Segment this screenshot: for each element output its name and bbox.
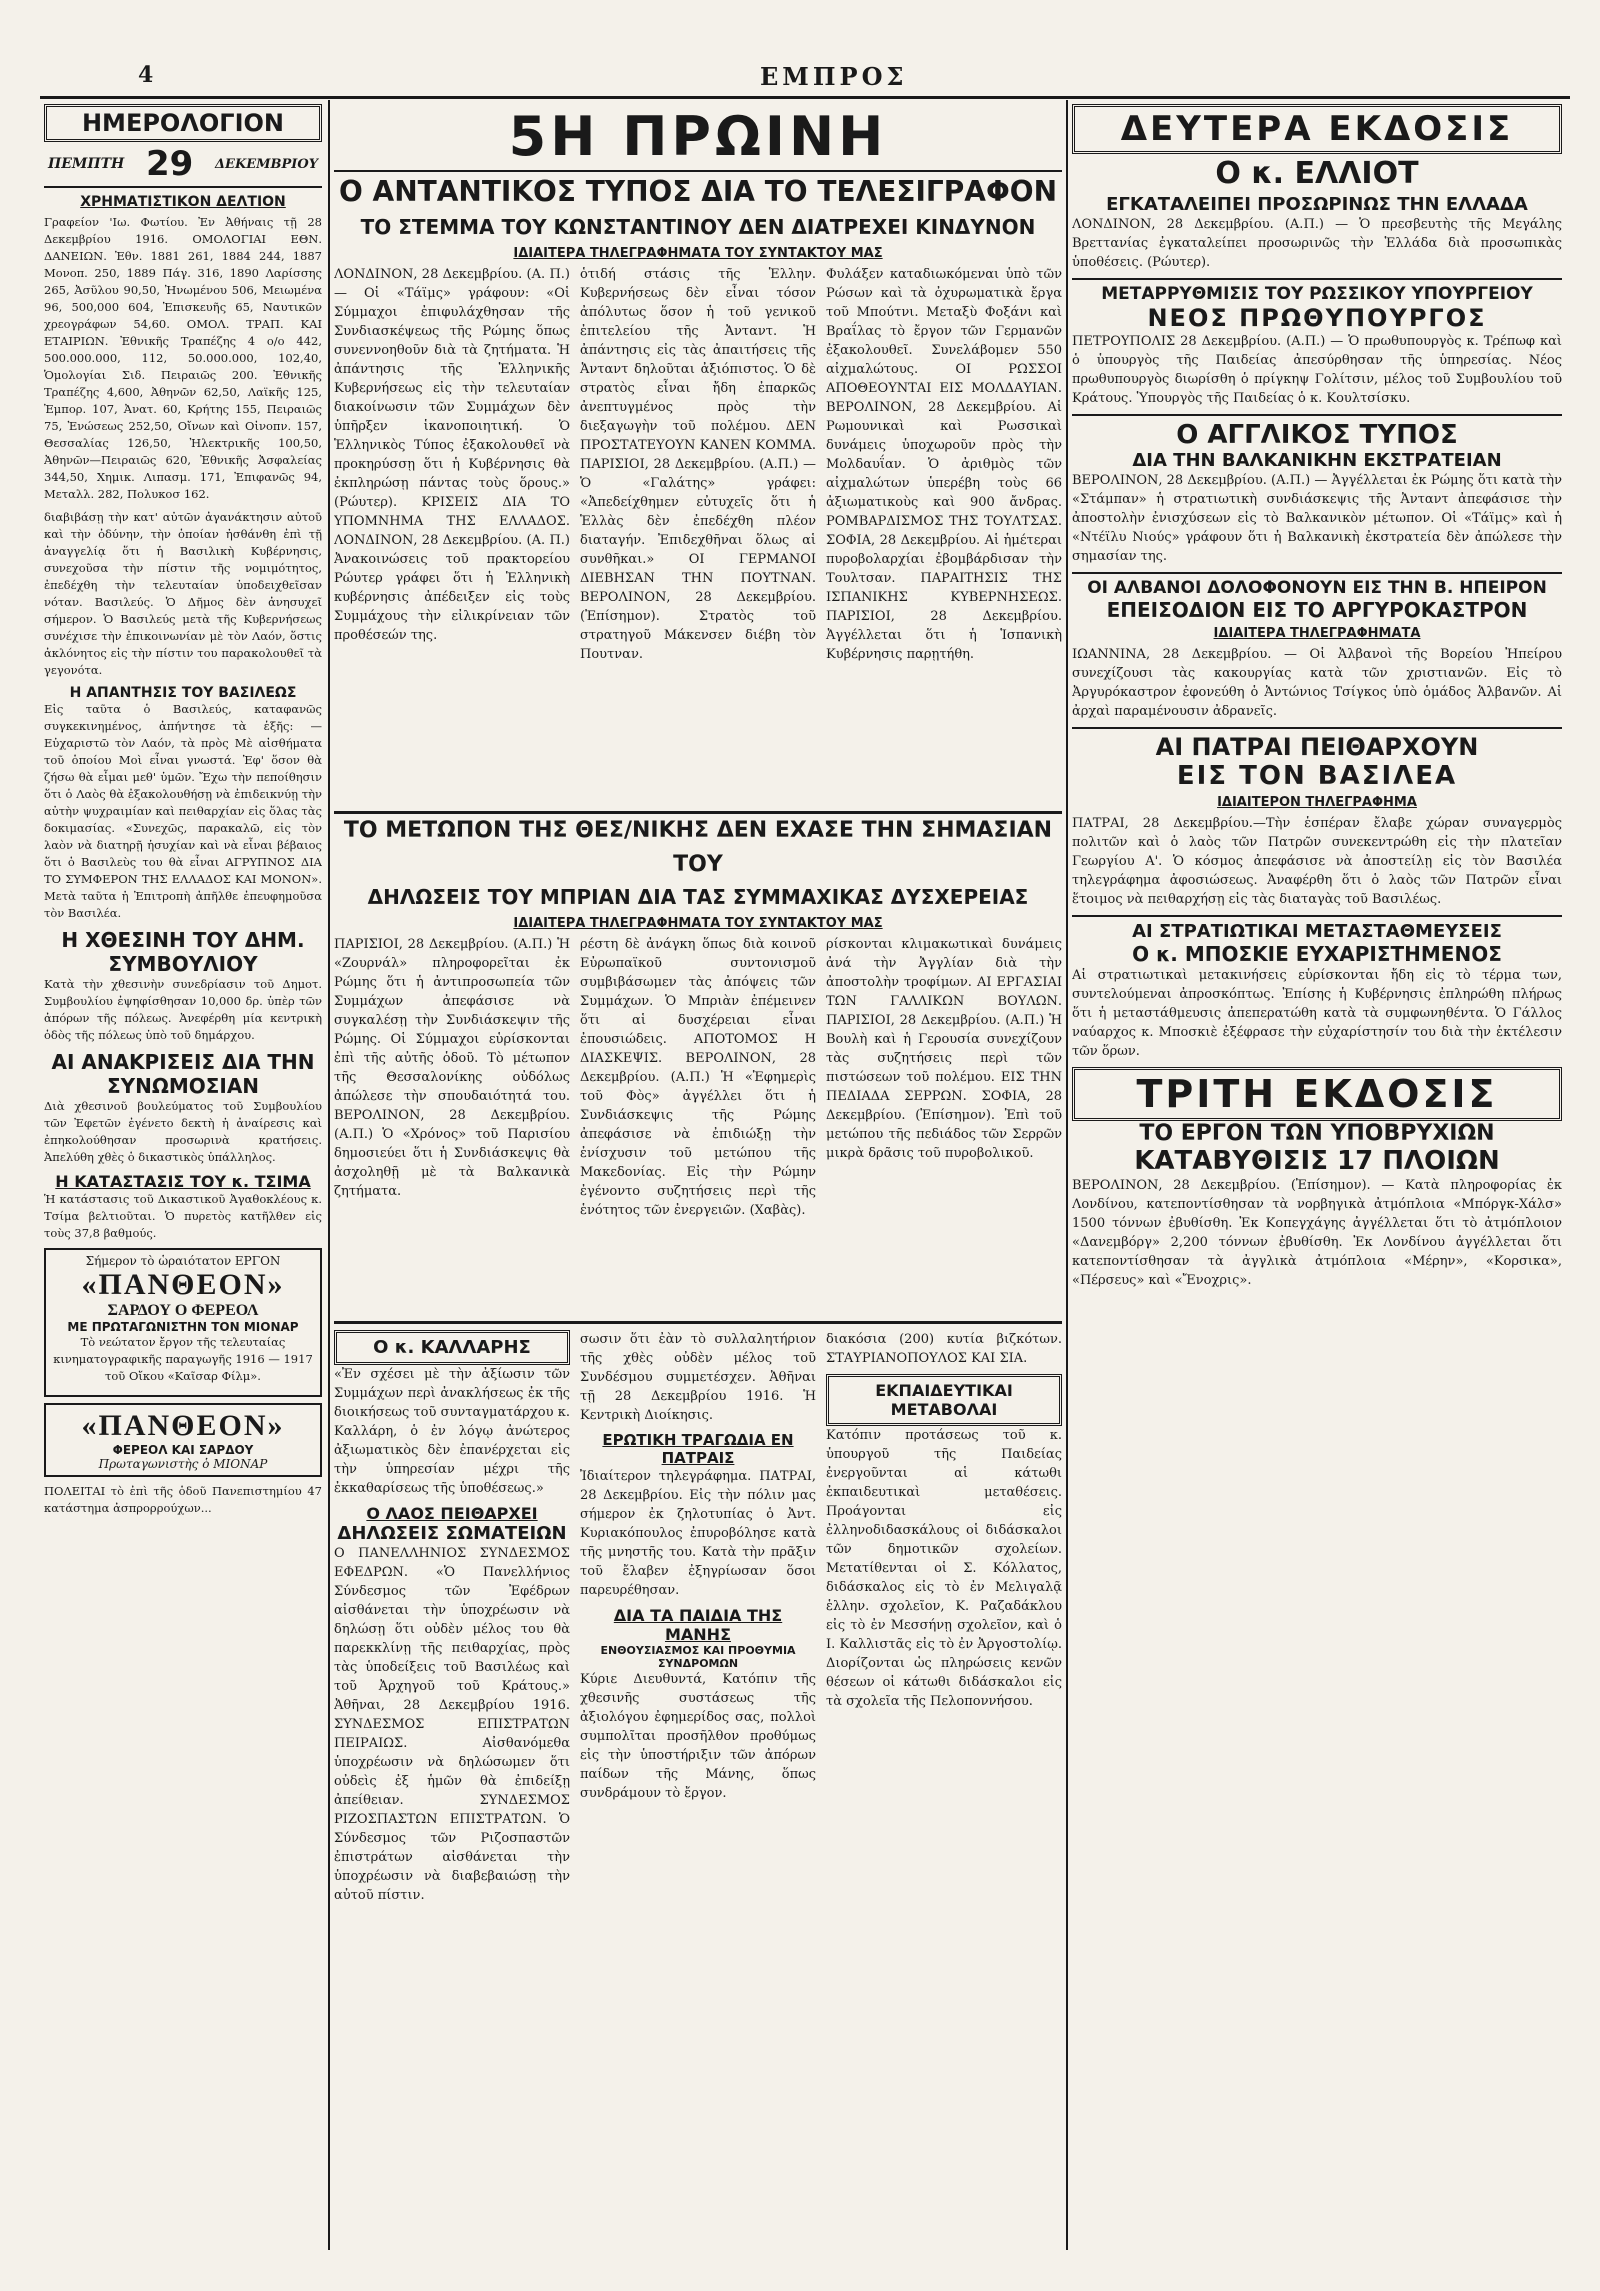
investigations-text: Διὰ χθεσινοῦ βουλεύματος τοῦ Συμβουλίου τῶν Ἐφετῶν ἐγένετο δεκτὴ ἡ ἀναίρεσις καὶ ἐπηκολούθησαν προσωρινὰ κρατήσεις. Ἀπελύθη χθὲς ὁ δικαστικὸς ὑπάλληλος. [44, 1099, 322, 1164]
elliot-headline: Ο κ. ΕΛΛΙΟΤ [1215, 156, 1419, 191]
top-col-3: Φυλάξεν καταδιωκόμεναι ὑπὸ τῶν Ρώσων καὶ τὰ ὀχυρωματικὰ ἔργα τοῦ Μπούτνι. Μεταξὺ Φοξάνι καὶ Βραΐλας τὸ ἔργον τῶν Γερμανῶν ἐξακολουθεῖ. Συνελάβομεν 550 αἰχμαλώτους. ΟΙ ΡΩΣΣΟΙ ΑΠΟΘΕΟΥΝΤΑΙ ΕΙΣ ΜΟΛΔΑΥΙΑΝ. ΒΕΡΟΛΙΝΟΝ, 28 Δεκεμβρίου. Αἱ Ρωμουνικαὶ καὶ Ρωσσικαὶ δυνάμεις ὑποχωροῦν πρὸς τὴν Μολδαυΐαν. Ὁ ἀριθμὸς τῶν αἰχμαλώτων ὑπερέβη τοὺς 66 ἀξιωματικοὺς καὶ 900 ἄνδρας. ΡΟΜΒΑΡΔΙΣΜΟΣ ΤΗΣ ΤΟΥΛΤΣΑΣ. ΣΟΦΙΑ, 28 Δεκεμβρίου. Αἱ ἡμέτεραι πυροβολαρχίαι ἐβομβάρδισαν τὴν Τουλτσαν. ΠΑΡΑΙΤΗΣΙΣ ΤΗΣ ΙΣΠΑΝΙΚΗΣ ΚΥΒΕΡΝΗΣΕΩΣ. ΠΑΡΙΣΙΟΙ, 28 Δεκεμβρίου. Ἀγγέλλεται ὅτι ἡ Ἱσπανικὴ Κυβέρνησις παρῃτήθη. [826, 267, 1062, 662]
lower-col-2-text: σωσιν ὅτι ἐὰν τὸ συλλαλητήριον τῆς χθὲς οὐδὲν μέλος τοῦ Συνδέσμου συμμετέσχεν. Ἀθῆναι τῇ 28 Δεκεμβρίου 1916. Ἡ Κεντρικὴ Διοίκησις. [580, 1332, 816, 1423]
associations-subtitle: ΔΗΛΩΣΕΙΣ ΣΩΜΑΤΕΙΩΝ [337, 1523, 567, 1544]
ad-1-line: ΣΑΡΔΟΥ Ο ΦΕΡΕΟΛ [107, 1302, 259, 1319]
main-headline: Ο ΑΝΤΑΝΤΙΚΟΣ ΤΥΠΟΣ ΔΙΑ ΤΟ ΤΕΛΕΣΙΓΡΑΦΟΝ [334, 170, 1062, 212]
front-col-2: ρέστη δὲ ἀνάγκη ὅπως διὰ κοινοῦ Εὐρωπαϊκοῦ συντονισμοῦ συμβιβάσωμεν τὰς ἀπόψεις τῶν Συμμάχων. Ὁ Μπριὰν ἐπέμεινεν ὅτι αἱ δυσχέρειαι εἶναι ἐπουσιώδεις. ΑΠΟΤΟΜΟΣ Η ΔΙΑΣΚΕΨΙΣ. ΒΕΡΟΛΙΝΟΝ, 28 Δεκεμβρίου. (Α.Π.) Ἡ «Ἐφημερὶς τοῦ Φὸς» ἀγγέλλει ὅτι ἡ Συνδιάσκεψις τῆς Ρώμης ἀπεφάσισε νὰ ἐπιδιώξῃ τὴν ἐνίσχυσιν τοῦ μετώπου τῆς Μακεδονίας. Εἰς τὴν Ρώμην ἐγένοντο συζητήσεις περὶ τῆς ἑνότητος τῶν ἐνεργειῶν. (Χαβὰς). [580, 937, 816, 1218]
classified-text: ΠΟΛΕΙΤΑΙ τὸ ἐπὶ τῆς ὁδοῦ Πανεπιστημίου 47 κατάστημα ἀσπρορρούχων... [44, 1484, 322, 1515]
calendar-date [44, 142, 322, 188]
patras-label: ΙΔΙΑΙΤΕΡΟΝ ΤΗΛΕΓΡΑΦΗΜΑ [1217, 795, 1417, 810]
lower-col-3 [826, 1330, 1062, 2240]
main-dispatch-label: ΙΔΙΑΙΤΕΡΑ ΤΗΛΕΓΡΑΦΗΜΑΤΑ ΤΟΥ ΣΥΝΤΑΚΤΟΥ ΜΑΣ [513, 246, 883, 261]
second-edition-title: ΔΕΥΤΕΡΑ ΕΚΔΟΣΙΣ [1072, 104, 1562, 154]
weekday: ΠΕΜΠΤΗ [48, 156, 125, 172]
patras-text: ΠΑΤΡΑΙ, 28 Δεκεμβρίου.—Τὴν ἑσπέραν ἔλαβε χώραν συναγερμὸς πολιτῶν καὶ ὁ λαὸς τῶν Πατρῶν συνεκεντρώθη εἰς τὴν πλατεῖαν Γεωργίου Α'. Ὁ κόσμος ἀπεφάσισε νὰ ἀποστείλῃ εἰς τὸν Βασιλέα τηλεγράφημα ἀφοσιώσεως. Ἀναφέρθη ὅτι ὁ λαὸς τῶν Πατρῶν εἶναι ἕτοιμος νὰ πειθαρχήσῃ εἰς τὰς διαταγὰς τοῦ Βασιλέως. [1072, 816, 1562, 907]
mani-text: Κύριε Διευθυντά, Κατόπιν τῆς χθεσινῆς συστάσεως τῆς ἀξιολόγου ἐφημερίδος σας, πολλοὶ συμπολῖται προσῆλθον προθύμως εἰς τὴν ὑποστήριξιν τῶν ἀπόρων παίδων τῆς Μάνης, ὅπως συνδράμουν τὸ ἔργον. [580, 1672, 816, 1801]
king-reply-text: Εἰς ταῦτα ὁ Βασιλεύς, καταφανῶς συγκεκινημένος, ἀπήντησε τὰ ἑξῆς: —Εὐχαριστῶ τὸν Λαόν, τὰ πρὸς Μὲ αἰσθήματα τοῦ ὁποίου Μοὶ εἶναι γνωστά. Ἐφ' ὅσον θὰ ζήσω θὰ εἶμαι μεθ' ὑμῶν. Ἔχω τὴν πεποίθησιν ὅτι ὁ Λαὸς θὰ ἐξακολουθήσῃ νὰ ἐπιδεικνύῃ τὴν αὐτὴν ψυχραιμίαν καὶ πειθαρχίαν εἰς ὅλας τὰς δοκιμασίας. «Συνεχῶς, παρακαλῶ, εἰς τὸν λαὸν νὰ διατηρῇ ἡσυχίαν καὶ νὰ εἶναι βέβαιος ὅτι ὁ Βασιλεὺς του θὰ εἶναι ΑΓΡΥΠΝΟΣ ΔΙΑ ΤΟ ΣΥΜΦΕΡΟΝ ΤΗΣ ΕΛΛΑΔΟΣ ΚΑΙ ΜΟΝΟΝ». Μετὰ ταῦτα ἡ Ἐπιτροπὴ ἀπῆλθε ἐπευφημοῦσα τὸν Βασιλέα. [44, 702, 322, 920]
english-press-headline: Ο ΑΓΓΛΙΚΟΣ ΤΥΠΟΣ [1072, 414, 1562, 450]
associations-text: Ο ΠΑΝΕΛΛΗΝΙΟΣ ΣΥΝΔΕΣΜΟΣ ΕΦΕΔΡΩΝ. «Ὁ Πανελλήνιος Σύνδεσμος τῶν Ἐφέδρων αἰσθάνεται τὴν ὑποχρέωσιν νὰ δηλώσῃ ὅτι οὐδὲν μέλος του θὰ παρεκκλίνῃ τῆς πειθαρχίας, πρὸς τὰς ὑποδείξεις τοῦ Βασιλέως καὶ τοῦ Ἀρχηγοῦ τοῦ Κράτους.» Ἀθῆναι, 28 Δεκεμβρίου 1916. ΣΥΝΔΕΣΜΟΣ ΕΠΙΣΤΡΑΤΩΝ ΠΕΙΡΑΙΩΣ. Αἰσθανόμεθα ὑποχρέωσιν νὰ δηλώσωμεν ὅτι οὐδεὶς ἐξ ἡμῶν θὰ ἐπιδείξῃ ἀπείθειαν. ΣΥΝΔΕΣΜΟΣ ΡΙΖΟΣΠΑΣΤΩΝ ΕΠΙΣΤΡΑΤΩΝ. Ὁ Σύνδεσμος τῶν Ριζοσπαστῶν ἐπιστράτων αἰσθάνεται τὴν ὑποχρέωσιν νὰ διαβεβαιώσῃ τὴν αὐτοῦ πίστιν. [334, 1546, 570, 1903]
lower-columns [334, 1321, 1062, 2240]
argyrokastro-headline: ΕΠΕΙΣΟΔΙΟΝ ΕΙΣ ΤΟ ΑΡΓΥΡΟΚΑΣΤΡΟΝ [1106, 598, 1528, 622]
page-header [40, 62, 1560, 91]
market-title: ΧΡΗΜΑΤΙΣΤΙΚΟΝ ΔΕΛΤΙΟΝ [80, 194, 286, 210]
tragedy-title: ΕΡΩΤΙΚΗ ΤΡΑΓΩΔΙΑ ΕΝ ΠΑΤΡΑΙΣ [602, 1431, 794, 1467]
russia-headline: ΜΕΤΑΡΡΥΘΜΙΣΙΣ ΤΟΥ ΡΩΣΣΙΚΟΥ ΥΠΟΥΡΓΕΙΟΥ [1072, 278, 1562, 304]
market-text: Γραφείον 'Ιω. Φωτίου. Ἐν Ἀθήναις τῇ 28 Δεκεμβρίου 1916. ΟΜΟΛΟΓΙΑΙ ΕΘΝ. ΔΑΝΕΙΩΝ. Ἐθν. 1881 261, 1884 244, 1887 Μονοπ. 250, 1889 Πάγ. 316, 1890 Λαρίσσης 265, Ἀσῦλου 90,50, Ἠνωμένου 506, Μειωμένα 96, 500,000 604, Ἐπισκευῆς 65, Ναυτικῶν χρεογράφων 54,60. ΟΜΟΛ. ΤΡΑΠ. ΚΑΙ ΕΤΑΙΡΙΩΝ. Ἐθνικῆς Τραπέζης 4 ο/ο 442, 500.000.000, 112, 50.000.000, 102,40, Ὁμολογίαι Σιδ. Πειραιῶς 200. Ἐθνικῆς Τραπέζης 4,600, Ἀθηνῶν 62,50, Λαϊκῆς 125, Ἐμπορ. 107, Ἀνατ. 60, Κρήτης 155, Πειραιῶς 75, Ἑνώσεως 252,50, Οἴνων καὶ Οἰνοπν. 157, Θεσσαλίας 126,50, Ἠλεκτρικῆς 100,50, Ἀθηνῶν—Πειραιῶς 620, Ἐθνικῆς Ἀσφαλείας 344,50, Χημικ. Λιπασμ. 171, Ἐπιφανῶς 94, Μεταλλ. 282, Πολυκοσ 162. [44, 215, 322, 501]
mani-title: ΔΙΑ ΤΑ ΠΑΙΔΙΑ ΤΗΣ ΜΑΝΗΣ [613, 1606, 783, 1644]
pantheon-ad-1 [44, 1248, 322, 1397]
front-headline: ΤΟ ΜΕΤΩΠΟΝ ΤΗΣ ΘΕΣ/ΝΙΚΗΣ ΔΕΝ ΕΧΑΣΕ ΤΗΝ ΣΗΜΑΣΙΑΝ ΤΟΥ [343, 818, 1053, 877]
ad-1-name: «ΠΑΝΘΕΟΝ» [81, 1268, 285, 1301]
calendar-box [44, 104, 322, 142]
military-text: Αἱ στρατιωτικαὶ μετακινήσεις εὑρίσκονται ἤδη εἰς τὸ τέρμα των, συντελούμεναι ἀπροσκόπτως. Ἐπίσης ἡ Κυβέρνησις ἐπληρώθη πλήρως ὅτι ἡ μεταστάθμευσις ἀπεπερατώθη κατὰ τὰ συμφωνηθέντα. Ὁ Γάλλος ναύαρχος κ. Μποσκιὲ ἐξέφρασε τὴν εὐχαρίστησίν του διὰ τὴν ἐκτέλεσιν τῶν ὅρων. [1072, 968, 1562, 1059]
right-column [1072, 104, 1562, 2244]
month: ΔΕΚΕΜΒΡΙΟΥ [214, 156, 318, 172]
new-pm-headline: ΝΕΟΣ ΠΡΩΘΥΠΟΥΡΓΟΣ [1147, 304, 1487, 332]
front-columns [334, 935, 1062, 1315]
left-column [44, 104, 322, 2244]
english-press-text: ΒΕΡΟΛΙΝΟΝ, 28 Δεκεμβρίου. (Α.Π.) — Ἀγγέλλεται ἐκ Ρώμης ὅτι κατὰ τὴν «Στάμπαν» ἡ στρατιωτικὴ συνδιάσκεψις τῆς Ἀνταντ ἀπεφάσισε τὴν ἀποστολὴν ἐνισχύσεων εἰς τὸ Βαλκανικὸν μέτωπον. Οἱ «Τάϊμς» καὶ ἡ «Ντέϊλυ Νιούς» γράφουν ὅτι ἡ Βαλκανικὴ ἐκστρατεία δὲν ἀπώλεσε τὴν σημασίαν της. [1072, 473, 1562, 564]
pantheon-ad-2 [44, 1403, 322, 1477]
top-col-2: ὁτιδή στάσις τῆς Ἑλλην. Κυβερνήσεως δὲν εἶναι τόσον ἀπόλυτως ὅσον ἡ τοῦ γενικοῦ ἐπιτελείου τῆς Ἀνταντ. Ἡ ἀπάντησις εἰς τὰς ἀπαιτήσεις τῆς Ἀνταντ δηλοῦται ἀξιόπιστος. Ὁ δὲ στρατὸς εἶναι ἤδη ἐπαρκῶς ἀνεπτυγμένος πρὸς τὴν διεξαγωγὴν τοῦ πολέμου. ΔΕΝ ΠΡΟΣΤΑΤΕΥΟΥΝ ΚΑΝΕΝ ΚΟΜΜΑ. ΠΑΡΙΣΙΟΙ, 28 Δεκεμβρίου. (Α.Π.) — Ὁ «Γαλάτης» γράφει: «Ἀπεδείχθημεν εὐτυχεῖς ὅτι ἡ Ἑλλὰς δὲν ἐπεδέχθη πλέον διαταγήν. Ἐπιδεχθῆναι ὅλως αἱ συνθῆκαι.» ΟΙ ΓΕΡΜΑΝΟΙ ΔΙΕΒΗΣΑΝ ΤΗΝ ΠΟΥΤΝΑΝ. ΒΕΡΟΛΙΝΟΝ, 28 Δεκεμβρίου. (Ἐπίσημον). Στρατὸς τοῦ στρατηγοῦ Μάκενσεν διέβη τὸν Πουτναν. [580, 267, 816, 662]
sinking-headline: ΚΑΤΑΒΥΘΙΣΙΣ 17 ΠΛΟΙΩΝ [1134, 1146, 1500, 1176]
argyrokastro-label: ΙΔΙΑΙΤΕΡΑ ΤΗΛΕΓΡΑΦΗΜΑΤΑ [1213, 626, 1421, 641]
kallaris-title: Ο κ. ΚΑΛΛΑΡΗΣ [334, 1330, 570, 1365]
top-article-columns [334, 265, 1062, 805]
education-text: Κατόπιν προτάσεως τοῦ κ. ὑπουργοῦ τῆς Παιδείας ἐνεργοῦνται αἱ κάτωθι ἐκπαιδευτικαὶ μεταθέσεις. Προάγονται εἰς ἐλληνοδιδασκάλους οἱ διδάσκαλοι τῶν δημοτικῶν σχολείων. Μετατίθενται οἱ Σ. Κόλλατος, διδάσκαλος εἰς τὸ ἐν Μελιγαλᾷ ἑλλην. σχολεῖον, Κ. Ραζαδάκλου εἰς τὸ ἐν Μεσσήνῃ σχολεῖον, καὶ ὁ Ι. Καλλιστᾶς εἰς τὸ ἐν Ἀργοστολίῳ. Διορίζονται ὡς πληρώσεις κενῶν θέσεων οἱ κάτωθι διδάσκαλοι εἰς τὰ σχολεῖα τῆς Πελοποννήσου. [826, 1428, 1062, 1709]
mani-subtitle: ΕΝΘΟΥΣΙΑΣΜΟΣ ΚΑΙ ΠΡΟΘΥΜΙΑ ΣΥΝΔΡΟΜΩΝ [600, 1644, 796, 1670]
ad-2-name: «ΠΑΝΘΕΟΝ» [81, 1409, 285, 1442]
submarines-headline: ΤΟ ΕΡΓΟΝ ΤΩΝ ΥΠΟΒΡΥΧΙΩΝ [1139, 1121, 1495, 1146]
people-obey-title: Ο ΛΑΟΣ ΠΕΙΘΑΡΧΕΙ [366, 1504, 538, 1523]
top-col-1: ΛΟΝΔΙΝΟΝ, 28 Δεκεμβρίου. (Α. Π.) — Οἱ «Τάϊμς» γράφουν: «Οἱ Σύμμαχοι ἐπιφυλάχθησαν τῆς Συνδιασκέψεως τῆς Ρώμης ὅπως συνεννοηθοῦν διὰ τὰ ζητήματα. Ἡ ἀπάντησις τῆς Ἑλληνικῆς Κυβερνήσεως εἰς τὴν τελευταίαν διακοίνωσιν τῶν Συμμάχων δὲν ὑπῆρξεν ἱκανοποιητική. Ὁ Ἑλληνικὸς Τύπος ἐξακολουθεῖ νὰ προκηρύσσῃ ὅτι ἡ Κυβέρνησις θὰ ἐκπληρώσῃ πάντας τοὺς ὅρους.» (Ρώυτερ). ΚΡΙΣΕΙΣ ΔΙΑ ΤΟ ΥΠΟΜΝΗΜΑ ΤΗΣ ΕΛΛΑΔΟΣ. ΛΟΝΔΙΝΟΝ, 28 Δεκεμβρίου. (Α. Π.) Ἀνακοινώσεις τοῦ πρακτορείου Ρώυτερ γράφει ὅτι ἡ Ἑλληνικὴ κυβέρνησις ἀπέδειξεν εἰς τοὺς Συμμάχους τὴν εἰλικρίνειαν τῶν προθέσεών της. [334, 267, 570, 643]
front-col-1: ΠΑΡΙΣΙΟΙ, 28 Δεκεμβρίου. (Α.Π.) Ἡ «Ζουρνάλ» πληροφορεῖται ἐκ Ρώμης ὅτι ἡ ἀντιπροσωπεία τῶν Συμμάχων ἀπεφάσισε νὰ συγκαλέσῃ τὴν Συνδιάσκεψιν τῆς Ρώμης. Οἱ Σύμμαχοι εὑρίσκονται ἐπὶ τῆς αὐτῆς ὁδοῦ. Τὸ μέτωπον τῆς Θεσσαλονίκης οὐδόλως ἀπώλεσε τὴν σπουδαιότητά του. ΒΕΡΟΛΙΝΟΝ, 28 Δεκεμβρίου. (Α.Π.) Ὁ «Χρόνος» τοῦ Παρισίου δημοσιεύει ὅτι ἡ Συνδιάσκεψις θὰ ἀσχοληθῇ μὲ τὰ Βαλκανικὰ ζητήματα. [334, 937, 570, 1199]
patras-headline: ΑΙ ΠΑΤΡΑΙ ΠΕΙΘΑΡΧΟΥΝ [1072, 727, 1562, 761]
left-body-1: διαβιβάσῃ τὴν κατ' αὐτῶν ἀγανάκτησιν αὐτοῦ καὶ τὴν ὀδύνην, τὴν ὁποίαν ἠσθάνθη ἐπὶ τῇ ἀναγγελίᾳ ὅτι ἡ Βασιλικὴ Κυβέρνησις, συνεχοῦσα τὴν πίστιν τῆς νομιμότητος, ἐπεδέχθη τὴν τελευταίαν ὑποδειχθεῖσαν νόταν. Βασιλεύς. Ὁ Δῆμος δὲν ἀνησυχεῖ σήμερον. Ὁ Βασιλεύς μετὰ τῆς Κυβερνήσεως συνέχισε τὴν ἐπικοινωνίαν μὲ τὸν Λαόν, ὅστις ἀκλόνητος εἰς τὴν πίστιν του παρακολουθεῖ τὰ γεγονότα. [44, 510, 322, 677]
elliot-subheadline: ΕΓΚΑΤΑΛΕΙΠΕΙ ΠΡΟΣΩΡΙΝΩΣ ΤΗΝ ΕΛΛΑΔΑ [1106, 194, 1528, 215]
briand-headline: ΔΗΛΩΣΕΙΣ ΤΟΥ ΜΠΡΙΑΝ ΔΙΑ ΤΑΣ ΣΥΜΜΑΧΙΚΑΣ ΔΥΣΧΕΡΕΙΑΣ [367, 885, 1029, 909]
tsimas-title: Η ΚΑΤΑΣΤΑΣΙΣ ΤΟΥ κ. ΤΣΙΜΑ [55, 1172, 311, 1191]
boscier-headline: Ο κ. ΜΠΟΣΚΙΕ ΕΥΧΑΡΙΣΤΗΜΕΝΟΣ [1132, 942, 1502, 966]
council-text: Κατὰ τὴν χθεσινὴν συνεδρίασιν τοῦ Δημοτ. Συμβουλίου ἐψηφίσθησαν 10,000 δρ. ὑπὲρ τῶν ἀπόρων τῆς πόλεως. Ἀνεφέρθη μία κεντρικὴ ὁδὸς τῆς πόλεως ὑπὸ τοῦ δημάρχου. [44, 977, 322, 1042]
education-title: ΕΚΠΑΙΔΕΥΤΙΚΑΙ ΜΕΤΑΒΟΛΑΙ [826, 1374, 1062, 1426]
king-reply-title: Η ΑΠΑΝΤΗΣΙΣ ΤΟΥ ΒΑΣΙΛΕΩΣ [69, 685, 297, 701]
lower-col-1 [334, 1330, 570, 2240]
calendar-title: ΗΜΕΡΟΛΟΓΙΟΝ [81, 109, 285, 137]
center-column [334, 104, 1062, 2244]
tsimas-text: Ἡ κατάστασις τοῦ Δικαστικοῦ Ἀγαθοκλέους κ. Τσίμα βελτιοῦται. Ὁ πυρετὸς κατῆλθεν εἰς τοὺς 37,8 βαθμούς. [44, 1192, 322, 1240]
front-dispatch-label: ΙΔΙΑΙΤΕΡΑ ΤΗΛΕΓΡΑΦΗΜΑΤΑ ΤΟΥ ΣΥΝΤΑΚΤΟΥ ΜΑΣ [513, 916, 883, 931]
investigations-title: ΑΙ ΑΝΑΚΡΙΣΕΙΣ ΔΙΑ ΤΗΝ ΣΥΝΩΜΟΣΙΑΝ [51, 1050, 315, 1098]
balkan-campaign-headline: ΔΙΑ ΤΗΝ ΒΑΛΚΑΝΙΚΗΝ ΕΚΣΤΡΑΤΕΙΑΝ [1132, 450, 1502, 471]
column-rule-left [328, 100, 330, 2250]
day-number: 29 [145, 144, 194, 184]
council-title: Η ΧΘΕΣΙΝΗ ΤΟΥ ΔΗΜ. ΣΥΜΒΟΥΛΙΟΥ [61, 928, 305, 976]
ad-2-sub: Πρωταγωνιστὴς ὁ ΜΙΟΝΑΡ [98, 1457, 268, 1471]
third-edition-title: ΤΡΙΤΗ ΕΚΔΟΣΙΣ [1072, 1067, 1562, 1121]
russia-text: ΠΕΤΡΟΥΠΟΛΙΣ 28 Δεκεμβρίου. (Α.Π.) — Ὁ πρωθυπουργὸς κ. Τρέπωφ καὶ ὁ ὑπουργὸς τῆς Παιδείας ἀπεσύρθησαν τῆς ὑπηρεσίας. Νέος πρωθυπουργὸς διωρίσθη ὁ πρίγκηψ Γολίτσιν, μέλος τοῦ Συμβουλίου τοῦ Κράτους. Ὑπουργὸς τῆς Παιδείας ὁ κ. Κουλτσίσκυ. [1072, 334, 1562, 406]
front-col-3: ρίσκονται κλιμακωτικαὶ δυνάμεις ἀνά τὴν Ἀγγλίαν διὰ τὴν ἀποστολὴν τροφίμων. ΑΙ ΕΡΓΑΣΙΑΙ ΤΩΝ ΓΑΛΛΙΚΩΝ ΒΟΥΛΩΝ. ΠΑΡΙΣΙΟΙ, 28 Δεκεμβρίου. (Α.Π.) Ἡ Βουλὴ καὶ ἡ Γερουσία συνεχίζουν τὰς συζητήσεις περὶ τῶν πιστώσεων τοῦ πολέμου. ΕΙΣ ΤΗΝ ΠΕΔΙΑΔΑ ΣΕΡΡΩΝ. ΣΟΦΙΑ, 28 Δεκεμβρίου. (Ἐπίσημον). Ἐπὶ τοῦ μετώπου τῆς πεδιάδος τῶν Σερρῶν μικρὰ δρᾶσις τοῦ πυροβολικοῦ. [826, 937, 1062, 1161]
albanians-headline: ΟΙ ΑΛΒΑΝΟΙ ΔΟΛΟΦΟΝΟΥΝ ΕΙΣ ΤΗΝ Β. ΗΠΕΙΡΟΝ [1072, 572, 1562, 598]
lower-col-3-text: διακόσια (200) κυτία βιζκότων. ΣΤΑΥΡΙΑΝΟΠΟΥΛΟΣ ΚΑΙ ΣΙΑ. [826, 1332, 1062, 1366]
ad-1-sub: ΜΕ ΠΡΩΤΑΓΩΝΙΣΤΗΝ ΤΟΝ ΜΙΟΝΑΡ [67, 1320, 299, 1334]
lower-col-2 [580, 1330, 816, 2240]
ad-2-line: ΦΕΡΕΟΛ ΚΑΙ ΣΑΡΔΟΥ [112, 1443, 254, 1457]
header-rule [40, 96, 1570, 99]
column-rule-right [1066, 100, 1068, 2250]
main-subheadline: ΤΟ ΣΤΕΜΜΑ ΤΟΥ ΚΩΝΣΤΑΝΤΙΝΟΥ ΔΕΝ ΔΙΑΤΡΕΧΕΙ ΚΙΝΔΥΝΟΝ [360, 215, 1036, 239]
albanians-text: ΙΩΑΝΝΙΝΑ, 28 Δεκεμβρίου. — Οἱ Ἀλβανοὶ τῆς Βορείου Ἠπείρου συνεχίζουσι τὰς κακουργίας κατὰ τῶν χριστιανῶν. Εἰς τὸ Ἀργυρόκαστρον ἐφονεύθη ὁ Ἀντώνιος Τσίγκος ὑπὸ ὁμάδος Ἀλβανῶν. Αἱ ἀρχαὶ παραμένουσιν ἀδρανεῖς. [1072, 647, 1562, 719]
masthead: ΕΜΠΡΟΣ [760, 62, 908, 91]
military-headline: ΑΙ ΣΤΡΑΤΙΩΤΙΚΑΙ ΜΕΤΑΣΤΑΘΜΕΥΣΕΙΣ [1072, 915, 1562, 942]
kallaris-text: «Ἐν σχέσει μὲ τὴν ἀξίωσιν τῶν Συμμάχων περὶ ἀνακλήσεως ἐκ τῆς διοικήσεως τοῦ συνταγματάρχου κ. Καλλάρη, ὁ ἐν λόγῳ ἀνώτερος ἀξιωματικὸς δὲν ἐπανέρχεται εἰς τὴν ὑπηρεσίαν μέχρι τῆς ἐκκαθαρίσεως τῆς ὑποθέσεως.» [334, 1367, 570, 1496]
elliot-text: ΛΟΝΔΙΝΟΝ, 28 Δεκεμβρίου. (Α.Π.) — Ὁ πρεσβευτὴς τῆς Μεγάλης Βρεττανίας ἐγκαταλείπει προσωρινῶς τὴν Ἑλλάδα διὰ προσωπικὰς ὑποθέσεις. (Ρώυτερ). [1072, 217, 1562, 270]
thessaloniki-section [334, 811, 1062, 1315]
to-king-headline: ΕΙΣ ΤΟΝ ΒΑΣΙΛΕΑ [1176, 761, 1458, 791]
page-number: 4 [138, 62, 154, 88]
ad-1-text: Τὸ νεώτατον ἔργον τῆς τελευταίας κινηματογραφικῆς παραγωγῆς 1916 — 1917 τοῦ Οἴκου «Καῖσαρ Φίλμ». [53, 1335, 313, 1383]
edition-title: 5Η ΠΡΩΙΝΗ [508, 105, 888, 168]
ad-intro: Σήμερον τὸ ὡραιότατον ΕΡΓΟΝ [85, 1254, 281, 1268]
tragedy-text: Ἰδιαίτερον τηλεγράφημα. ΠΑΤΡΑΙ, 28 Δεκεμβρίου. Εἰς τὴν πόλιν μας σήμερον ἐκ ζηλοτυπίας ὁ Ἀντ. Κυριακόπουλος ἐπυροβόλησε κατὰ τῆς μνηστῆς του. Κατὰ τὴν πρᾶξιν τοῦ ἔλαβεν ἐξηγρίωσαν ὅσοι παρευρέθησαν. [580, 1469, 816, 1598]
submarines-text: ΒΕΡΟΛΙΝΟΝ, 28 Δεκεμβρίου. (Ἐπίσημον). — Κατὰ πληροφορίας ἐκ Λονδίνου, κατεποντίσθησαν τὰ νορβηγικὰ ἀτμόπλοια «Μπόργκ-Χάλσ» 1500 τόννων ἐβυθίσθη. Ἐκ Κοπεγχάγης ἀγγέλλεται ὅτι τὸ ἀτμόπλοιον «Δανεμβόργ» 2,200 τόννων ἐβυθίσθη. Ἐκ Λονδίνου ἀγγέλλεται ὅτι κατεποντίσθησαν τὰ ἀγγλικὰ ἀτμόπλοια «Μέρην», «Κορσικα», «Πέρσευς» καὶ «Ἔνοχρις». [1072, 1178, 1562, 1288]
